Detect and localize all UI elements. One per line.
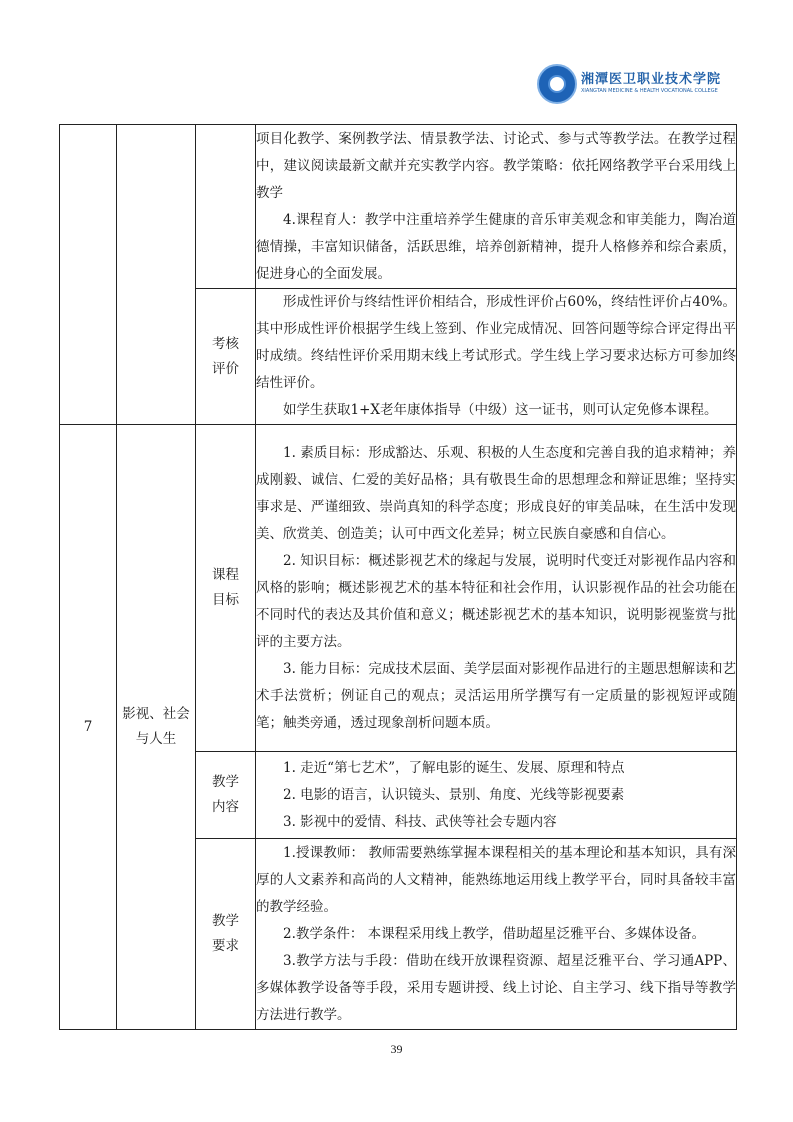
course-name-cell-empty: [117, 125, 196, 425]
paragraph: 3.教学方法与手段：借助在线开放课程资源、超星泛雅平台、学习通APP、多媒体教学设备等手段，采用专题讲授、线上讨论、自主学习、线下指导等教学方法进行教学。: [256, 952, 736, 1023]
page-number: 39: [390, 1042, 403, 1056]
subheader-cell-empty: [196, 125, 256, 289]
paragraph: 3. 能力目标：完成技术层面、美学层面对影视作品进行的主题思想解读和艺术手法赏析；例证自己的观点；灵活运用所学撰写有一定质量的影视短评或随笔；触类旁通，透过现象剖析问题本质。: [256, 660, 736, 731]
logo-text-cn: 湘潭医卫职业技术学院: [581, 72, 722, 87]
paragraph: 3. 影视中的爱情、科技、武侠等社会专题内容: [283, 813, 557, 830]
curriculum-table: [59, 124, 737, 1030]
logo-text-en: XIANGTAN MEDICINE & HEALTH VOCATIONAL COLLEGE: [581, 88, 718, 94]
content-label: 教学 内容: [196, 752, 256, 839]
paragraph: 如学生获取1+X老年康体指导（中级）这一证书，则可认定免修本课程。: [283, 402, 718, 418]
paragraph: 4.课程育人：教学中注重培养学生健康的音乐审美观念和审美能力，陶冶道德情操，丰富知识储备，活跃思维，培养创新精神，提升人格修养和综合素质，促进身心的全面发展。: [256, 211, 736, 282]
paragraph: 1. 走近“第七艺术”，了解电影的诞生、发展、原理和特点: [283, 759, 625, 776]
paragraph: 2. 电影的语言，认识镜头、景别、角度、光线等影视要素: [283, 786, 625, 803]
college-logo: [537, 62, 737, 108]
table-row: [60, 125, 737, 289]
goals-label: 课程 目标: [196, 425, 256, 752]
goals-cell: [256, 425, 737, 752]
table-row: [60, 425, 737, 752]
paragraph: 1. 素质目标：形成豁达、乐观、积极的人生态度和完善自我的追求精神；养成刚毅、诚信、仁爱的美好品格；具有敬畏生命的思想理念和辩证思维；坚持实事求是、严谨细致、崇尚真知的科学态度；形成良好的审美品味，在生活中发现美、欣赏美、创造美；认可中西文化差异；树立民族自豪感和自信心。: [256, 444, 736, 542]
paragraph: 2.教学条件： 本课程采用线上教学，借助超星泛雅平台、多媒体设备。: [283, 925, 706, 942]
requirements-cell: [256, 839, 737, 1030]
course-number: 7: [60, 425, 117, 1030]
paragraph: 1.授课教师： 教师需要熟练掌握本课程相关的基本理论和基本知识，具有深厚的人文素养和高尚的人文精神，能熟练地运用线上教学平台，同时具备较丰富的教学经验。: [256, 844, 736, 915]
assessment-label: 考核 评价: [196, 289, 256, 425]
course-name: 影视、社会 与人生: [117, 425, 196, 1030]
college-emblem-icon: [537, 64, 577, 104]
paragraph: 形成性评价与终结性评价相结合，形成性评价占60%，终结性评价占40%。其中形成性评价根据学生线上签到、作业完成情况、回答问题等综合评定得出平时成绩。终结性评价采用期末线上考试形式。学生线上学习要求达标方可参加终结性评价。: [256, 294, 736, 391]
number-cell-empty: [60, 125, 117, 425]
paragraph: 2. 知识目标：概述影视艺术的缘起与发展，说明时代变迁对影视作品内容和风格的影响；概述影视艺术的基本特征和社会作用，认识影视作品的社会功能在不同时代的表达及其价值和意义；概述影视艺术的基本知识，说明影视鉴赏与批评的主要方法。: [256, 552, 736, 650]
assessment-cell: [256, 289, 737, 425]
paragraph: 项目化教学、案例教学法、情景教学法、讨论式、参与式等教学法。在教学过程中，建议阅读最新文献并充实教学内容。教学策略：依托网络教学平台采用线上教学: [256, 130, 736, 201]
content-cell: [256, 752, 737, 839]
teaching-continued-cell: [256, 125, 737, 289]
requirements-label: 教学 要求: [196, 839, 256, 1030]
